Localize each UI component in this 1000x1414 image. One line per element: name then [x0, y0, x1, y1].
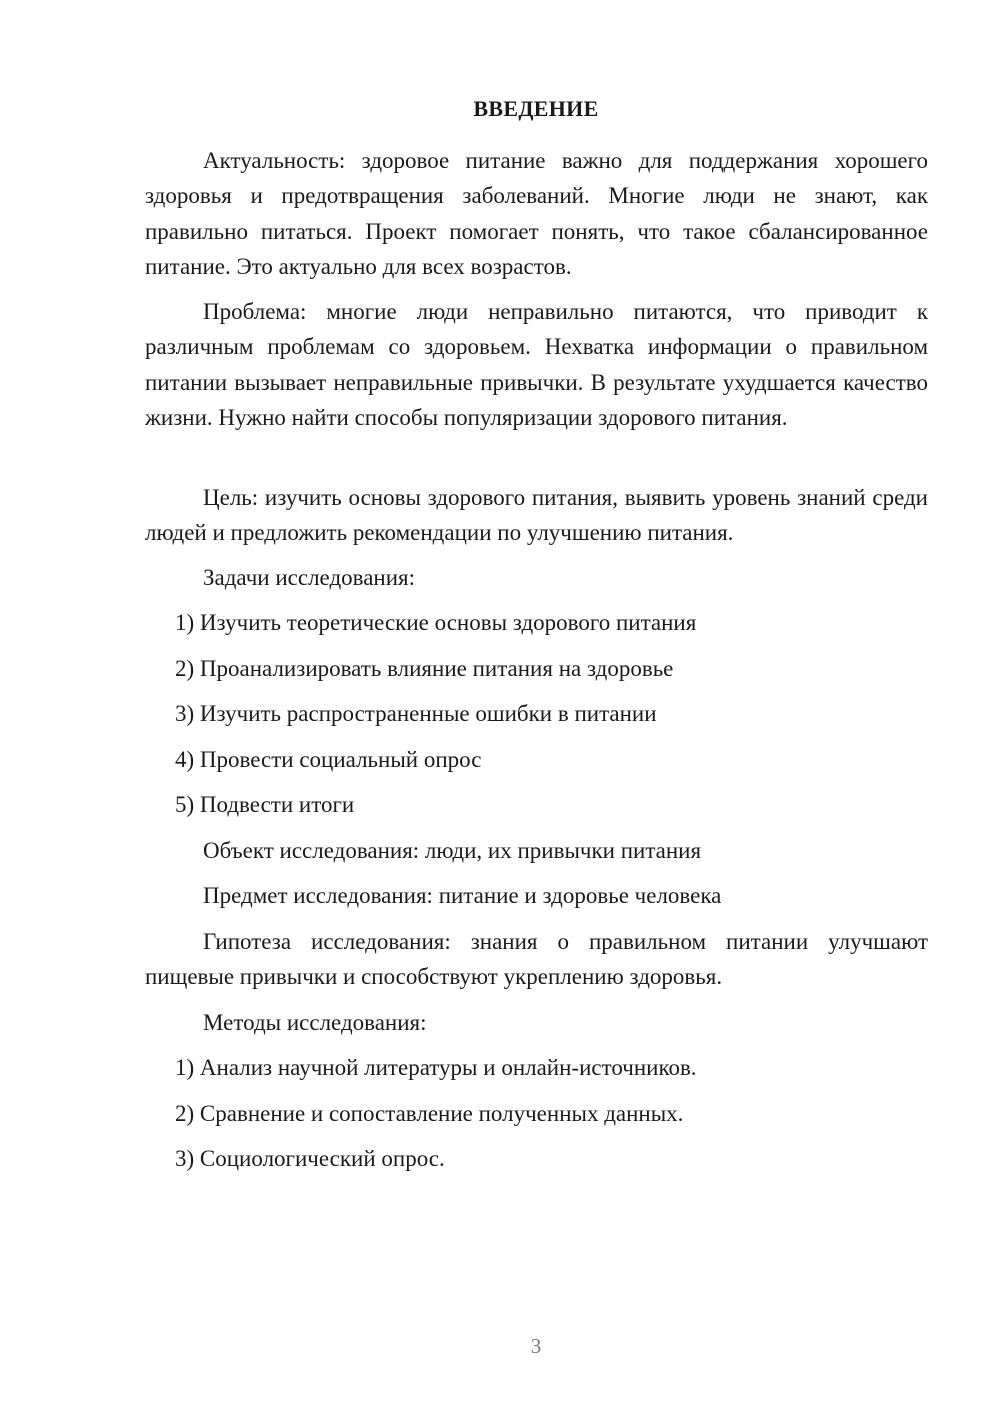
task-item: 5) Подвести итоги — [175, 792, 355, 817]
tasks-heading: Задачи исследования: — [203, 565, 416, 590]
problem-paragraph: Проблема: многие люди неправильно питаются, что приводит к различным проблемам со здоровьем. Нехватка информации о правильном питании вызывает неправильные привычки. В результате ухудшается качество жизни. Нужно найти способы популяризации здорового питания. — [145, 299, 928, 431]
method-item: 3) Социологический опрос. — [175, 1146, 445, 1171]
task-item: 3) Изучить распространенные ошибки в питании — [175, 701, 657, 726]
research-object: Объект исследования: люди, их привычки питания — [203, 838, 702, 863]
goal-paragraph: Цель: изучить основы здорового питания, выявить уровень знаний среди людей и предложить рекомендации по улучшению питания. — [145, 485, 928, 546]
method-item: 1) Анализ научной литературы и онлайн-источников. — [175, 1055, 697, 1080]
task-item: 1) Изучить теоретические основы здорового питания — [175, 610, 697, 635]
page-number: 3 — [530, 1334, 542, 1358]
hypothesis-paragraph: Гипотеза исследования: знания о правильном питании улучшают пищевые привычки и способствуют укреплению здоровья. — [145, 929, 928, 990]
page-title: ВВЕДЕНИЕ — [473, 96, 599, 121]
task-item: 2) Проанализировать влияние питания на здоровье — [175, 656, 674, 681]
relevance-paragraph: Актуальность: здоровое питание важно для поддержания хорошего здоровья и предотвращения заболеваний. Многие люди не знают, как правильно питаться. Проект помогает понять, что такое сбалансированное питание. Это актуально для всех возрастов. — [145, 148, 928, 280]
task-item: 4) Провести социальный опрос — [175, 747, 482, 772]
method-item: 2) Сравнение и сопоставление полученных данных. — [175, 1101, 684, 1126]
methods-heading: Методы исследования: — [203, 1010, 427, 1035]
research-subject: Предмет исследования: питание и здоровье человека — [203, 883, 722, 908]
